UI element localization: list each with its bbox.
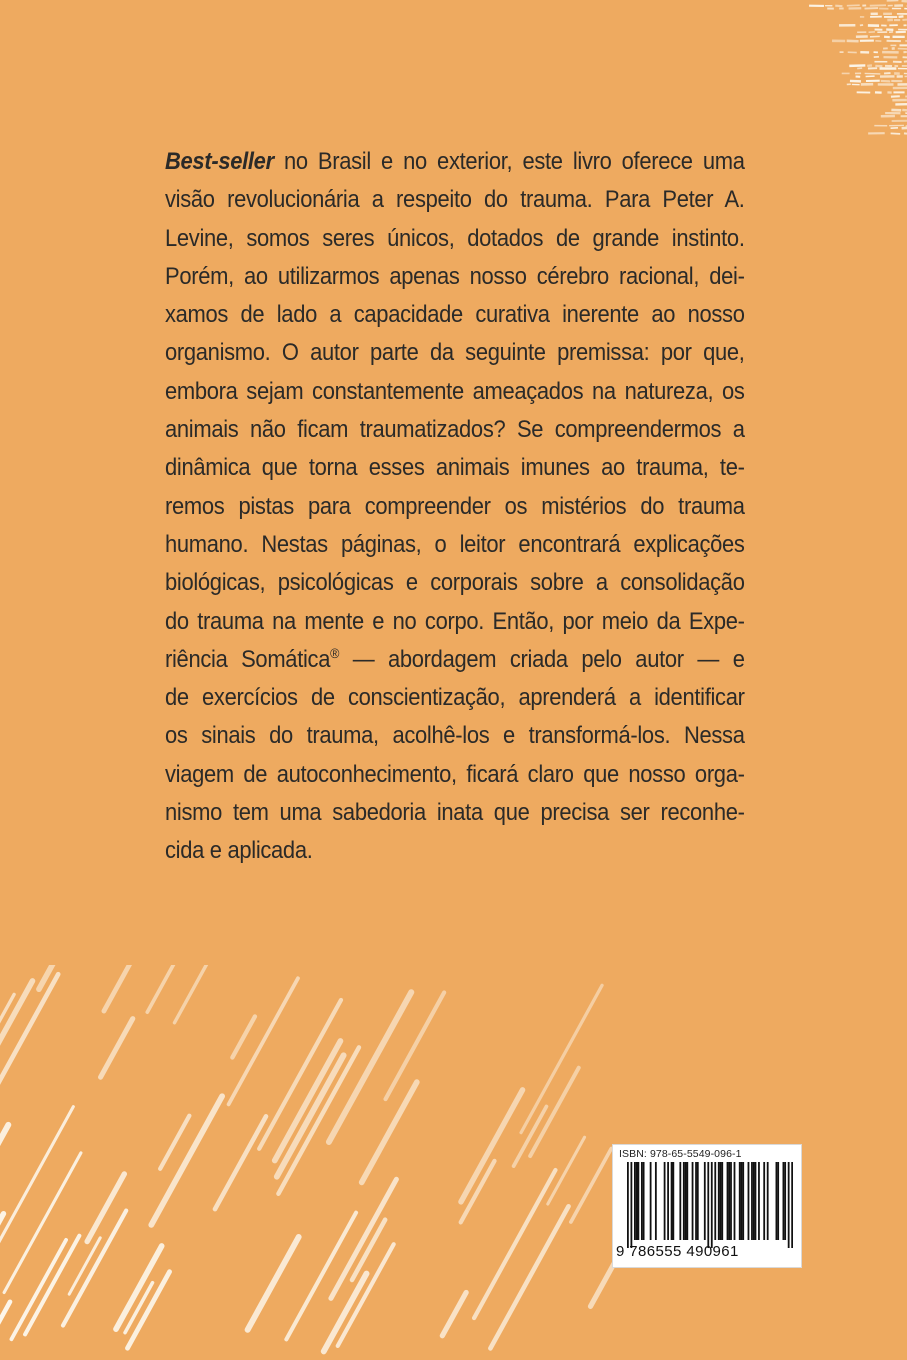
barcode-bar	[683, 1162, 685, 1240]
barcode-bar	[667, 1162, 669, 1240]
hatch-stroke	[87, 1174, 124, 1242]
barcode-bar	[741, 1162, 743, 1240]
blurb-line: embora sejam constantemente ameaçados na natureza, os	[165, 377, 745, 405]
barcode-bar	[758, 1162, 760, 1240]
barcode-bar	[707, 1162, 709, 1248]
hatch-stroke	[175, 965, 252, 1023]
isbn-barcode	[612, 1144, 802, 1268]
hatch-stroke	[4, 1153, 81, 1293]
blurb-line: Levine, somos seres únicos, dotados de grande instinto.	[165, 224, 745, 252]
barcode-bar	[627, 1162, 629, 1248]
ean-digits: 9 786555 490961	[616, 1243, 739, 1260]
blurb-line: cida e aplicada.	[165, 837, 313, 865]
hatch-stroke	[461, 1090, 523, 1202]
hatch-stroke	[490, 1206, 568, 1348]
barcode-bar	[748, 1162, 750, 1240]
blurb-line: os sinais do trauma, acolhê-los e transformá-los. Nessa	[165, 722, 745, 750]
hatch-texture-bottom	[0, 965, 640, 1360]
back-cover-blurb	[165, 143, 745, 871]
blurb-line: organismo. O autor parte da seguinte premissa: por que,	[165, 339, 745, 367]
blurb-line: xamos de lado a capacidade curativa inerente ao nosso	[165, 301, 745, 329]
barcode-bar	[727, 1162, 729, 1240]
hatch-stroke	[0, 974, 58, 1104]
barcode-bar	[641, 1162, 643, 1240]
barcode-bar	[634, 1162, 636, 1240]
registered-mark: ®	[330, 644, 340, 661]
hatch-stroke	[324, 1274, 367, 1352]
hatch-stroke	[521, 985, 602, 1132]
barcode-bar	[636, 1162, 638, 1240]
hatch-stroke	[474, 1170, 555, 1318]
barcode-bar	[686, 1162, 688, 1240]
barcode-bar	[672, 1162, 674, 1240]
barcode-bar	[718, 1162, 720, 1240]
barcode-bar	[776, 1162, 778, 1240]
barcode-bar	[655, 1162, 657, 1240]
blurb-line: de exercícios de conscientização, aprenderá a identificar	[165, 684, 745, 712]
blurb-line: biológicas, psicológicas e corporais sobre a consolidação	[165, 569, 745, 597]
barcode-bar	[784, 1162, 786, 1240]
hatch-stroke	[248, 1237, 299, 1330]
blurb-line: remos pistas para compreender os mistérios do trauma	[165, 492, 745, 520]
hatch-stroke	[11, 1240, 66, 1339]
blurb-line: animais não ficam traumatizados? Se compreendermos a	[165, 416, 745, 444]
hatch-stroke	[259, 1000, 341, 1149]
barcode-bar	[783, 1162, 785, 1240]
hatch-stroke	[530, 1068, 579, 1156]
barcode-bar	[643, 1162, 645, 1240]
blurb-line: dinâmica que torna esses animais imunes ao trauma, te-	[165, 454, 745, 482]
barcode-bar	[671, 1162, 673, 1240]
barcode-bar	[685, 1162, 687, 1240]
blurb-line: Porém, ao utilizarmos apenas nosso cérebro racional, dei-	[165, 262, 745, 290]
barcode-bar	[711, 1162, 713, 1248]
barcode-bar	[730, 1162, 732, 1240]
hatch-stroke	[232, 1016, 255, 1057]
hatch-stroke	[127, 1272, 169, 1348]
barcode-bar	[720, 1162, 722, 1240]
barcode-bar	[697, 1162, 699, 1240]
hatch-stroke	[278, 1047, 358, 1193]
barcode-bar	[664, 1162, 666, 1240]
barcode-bar	[767, 1162, 769, 1240]
blurb-line: nismo tem uma sabedoria inata que precisa ser reconhe-	[165, 799, 745, 827]
blurb-line: viagem de autoconhecimento, ficará claro que nosso orga-	[165, 760, 745, 788]
barcode-bar	[777, 1162, 779, 1240]
hatch-stroke	[25, 1236, 79, 1335]
hatch-stroke	[571, 1149, 611, 1222]
hatch-stroke	[104, 965, 156, 1011]
hatch-stroke	[151, 1096, 222, 1225]
hatch-texture-top	[807, 0, 907, 135]
barcode-bar	[739, 1162, 741, 1240]
hatch-stroke	[215, 1116, 266, 1209]
hatch-stroke	[277, 1055, 344, 1176]
barcode-bars	[627, 1162, 793, 1248]
barcode-bar	[695, 1162, 697, 1240]
barcode-bar	[714, 1162, 716, 1240]
blurb-lead: Best-seller	[165, 148, 274, 175]
hatch-stroke	[101, 1019, 133, 1078]
barcode-bar	[637, 1162, 639, 1240]
barcode-bar	[734, 1162, 736, 1240]
barcode-bar	[751, 1162, 753, 1240]
blurb-line: visão revolucionária a respeito do trauma. Para Peter A.	[165, 186, 745, 214]
barcode-bar	[692, 1162, 694, 1240]
hatch-stroke	[362, 1082, 417, 1182]
hatch-stroke	[442, 1292, 466, 1335]
blurb-line: humano. Nestas páginas, o leitor encontrará explicações	[165, 530, 745, 558]
hatch-stroke	[116, 1246, 162, 1329]
barcode-bar	[753, 1162, 755, 1240]
barcode-bar	[763, 1162, 765, 1240]
barcode-bar	[650, 1162, 652, 1240]
barcode-bar	[630, 1162, 632, 1248]
barcode-bar	[742, 1162, 744, 1240]
barcode-bar	[704, 1162, 706, 1240]
barcode-bar	[679, 1162, 681, 1240]
barcode-bar	[728, 1162, 730, 1240]
barcode-bar	[791, 1162, 793, 1248]
barcode-bar	[721, 1162, 723, 1240]
blurb-line: riência Somática® — abordagem criada pelo autor — e	[165, 644, 745, 673]
isbn-label: ISBN: 978-65-5549-096-1	[619, 1148, 742, 1160]
blurb-line: Best-seller no Brasil e no exterior, este livro oferece uma	[165, 148, 745, 175]
hatch-stroke	[0, 1302, 10, 1352]
barcode-bar	[788, 1162, 790, 1248]
blurb-line: do trauma na mente e no corpo. Então, por meio da Expe-	[165, 607, 745, 635]
hatch-stroke	[0, 1214, 3, 1310]
hatch-stroke	[0, 981, 33, 1053]
barcode-bar	[755, 1162, 757, 1240]
